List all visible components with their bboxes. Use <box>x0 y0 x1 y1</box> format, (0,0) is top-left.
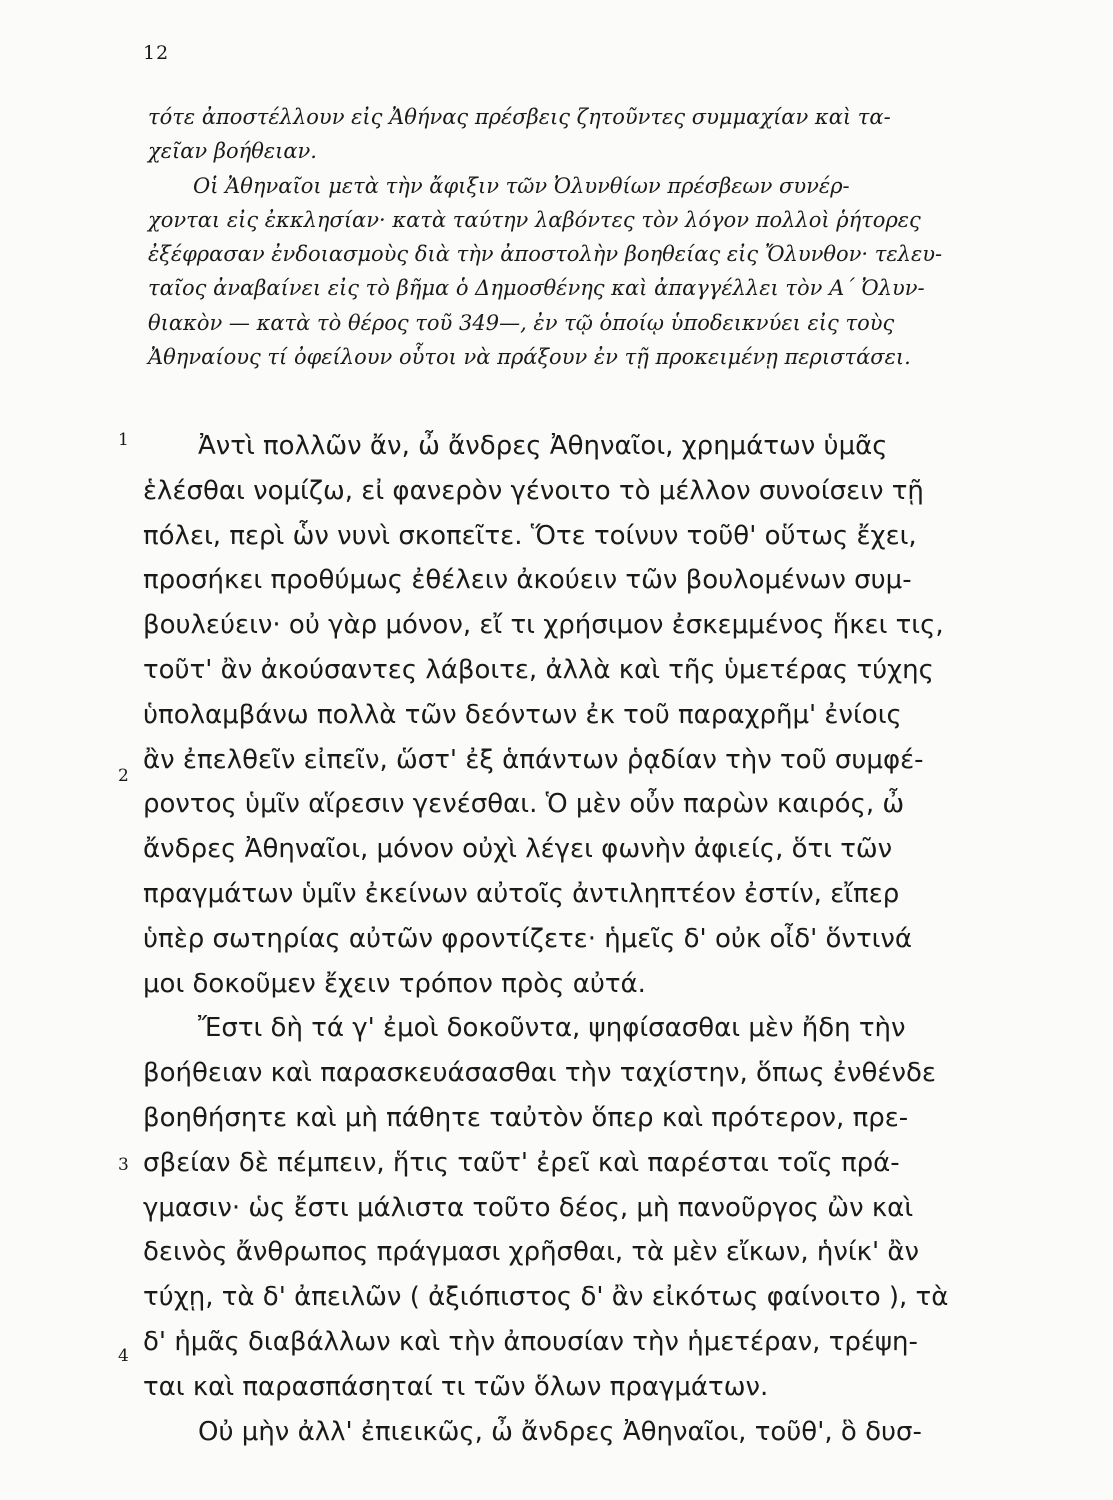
text-line: βοηθήσητε καὶ μὴ πάθητε ταὐτὸν ὅπερ καὶ πρότερον, πρε- <box>143 1102 909 1133</box>
section-number: 3 <box>118 1155 129 1175</box>
text-line: πραγμάτων ὑμῖν ἐκείνων αὐτοῖς ἀντιληπτέον ἐστίν, εἴπερ <box>143 878 900 909</box>
text-line: ται καὶ παρασπάσηταί τι τῶν ὅλων πραγμάτων. <box>143 1371 769 1402</box>
text-line: ἄνδρες Ἀθηναῖοι, μόνον οὐχὶ λέγει φωνὴν ἀφιείς, ὅτι τῶν <box>143 834 893 865</box>
text-line: ἑλέσθαι νομίζω, εἰ φανερὸν γένοιτο τὸ μέλλον συνοίσειν τῇ <box>143 475 924 506</box>
text-line: ὑπὲρ σωτηρίας αὐτῶν φροντίζετε· ἡμεῖς δ' οὐκ οἶδ' ὅντινά <box>143 923 913 954</box>
text-line: προσήκει προθύμως ἐθέλειν ἀκούειν τῶν βουλομένων συμ- <box>143 565 912 596</box>
intro-line: Ἀθηναίους τί ὀφείλουν οὗτοι νὰ πράξουν ἐν τῇ προκειμένῃ περιστάσει. <box>148 345 911 370</box>
text-line: Ἔστι δὴ τά γ' ἐμοὶ δοκοῦντα, ψηφίσασθαι μὲν ἤδη τὴν <box>198 1013 906 1044</box>
text-line: βοήθειαν καὶ παρασκευάσασθαι τὴν ταχίστην, ὅπως ἐνθένδε <box>143 1058 936 1089</box>
section-number: 1 <box>118 430 129 450</box>
text-line: βουλεύειν· οὐ γὰρ μόνον, εἴ τι χρήσιμον ἐσκεμμένος ἥκει τις, <box>143 610 944 641</box>
text-line: τοῦτ' ἂν ἀκούσαντες λάβοιτε, ἀλλὰ καὶ τῆς ὑμετέρας τύχης <box>143 654 934 685</box>
intro-line: τότε ἀποστέλλουν εἰς Ἀθήνας πρέσβεις ζητοῦντες συμμαχίαν καὶ τα- <box>148 105 891 129</box>
intro-line: ἐξέφρασαν ἐνδοιασμοὺς διὰ τὴν ἀποστολὴν βοηθείας εἰς Ὄλυνθον· τελευ- <box>148 242 943 267</box>
page-number: 12 <box>143 42 170 64</box>
greek-text-body <box>143 424 1043 1454</box>
intro-line: χονται εἰς ἐκκλησίαν· κατὰ ταύτην λαβόντες τὸν λόγον πολλοὶ ῥήτορες <box>148 207 921 232</box>
intro-line: Οἱ Ἀθηναῖοι μετὰ τὴν ἄφιξιν τῶν Ὀλυνθίων πρέσβεων συνέρ- <box>193 173 850 198</box>
intro-line: θιακὸν — κατὰ τὸ θέρος τοῦ 349—, ἐν τῷ ὁποίῳ ὑποδεικνύει εἰς τοὺς <box>148 310 895 335</box>
text-line: γμασιν· ὡς ἔστι μάλιστα τοῦτο δέος, μὴ πανοῦργος ὢν καὶ <box>143 1192 914 1223</box>
text-line: ἂν ἐπελθεῖν εἰπεῖν, ὥστ' ἐξ ἁπάντων ῥᾳδίαν τὴν τοῦ συμφέ- <box>143 744 924 775</box>
text-line: τύχῃ, τὰ δ' ἀπειλῶν ( ἀξιόπιστος δ' ἂν εἰκότως φαίνοιτο ), τὰ <box>143 1282 949 1313</box>
text-line: πόλει, περὶ ὧν νυνὶ σκοπεῖτε. Ὅτε τοίνυν τοῦθ' οὕτως ἔχει, <box>143 520 917 551</box>
text-line: ὑπολαμβάνω πολλὰ τῶν δεόντων ἐκ τοῦ παραχρῆμ' ἐνίοις <box>143 699 902 730</box>
text-line: Οὐ μὴν ἀλλ' ἐπιεικῶς, ὦ ἄνδρες Ἀθηναῖοι, τοῦθ', ὃ δυσ- <box>198 1416 922 1447</box>
text-line: μοι δοκοῦμεν ἔχειν τρόπον πρὸς αὐτά. <box>143 968 646 999</box>
introduction-paragraph <box>148 100 1043 374</box>
text-line: σβείαν δὲ πέμπειν, ἥτις ταῦτ' ἐρεῖ καὶ παρέσται τοῖς πρά- <box>143 1147 900 1178</box>
section-number: 2 <box>118 766 129 786</box>
text-line: δεινὸς ἄνθρωπος πράγμασι χρῆσθαι, τὰ μὲν εἴκων, ἡνίκ' ἂν <box>143 1237 920 1268</box>
intro-line: χεῖαν βοήθειαν. <box>148 139 317 164</box>
text-line: δ' ἡμᾶς διαβάλλων καὶ τὴν ἀπουσίαν τὴν ἡμετέραν, τρέψη- <box>143 1326 918 1357</box>
text-line: ροντος ὑμῖν αἵρεσιν γενέσθαι. Ὁ μὲν οὖν παρὼν καιρός, ὦ <box>143 789 905 820</box>
section-number: 4 <box>118 1346 129 1366</box>
intro-line: ταῖος ἀναβαίνει εἰς τὸ βῆμα ὁ Δημοσθένης καὶ ἀπαγγέλλει τὸν Α΄ Ὀλυν- <box>148 276 925 301</box>
text-line: Ἀντὶ πολλῶν ἄν, ὦ ἄνδρες Ἀθηναῖοι, χρημάτων ὑμᾶς <box>198 431 888 461</box>
